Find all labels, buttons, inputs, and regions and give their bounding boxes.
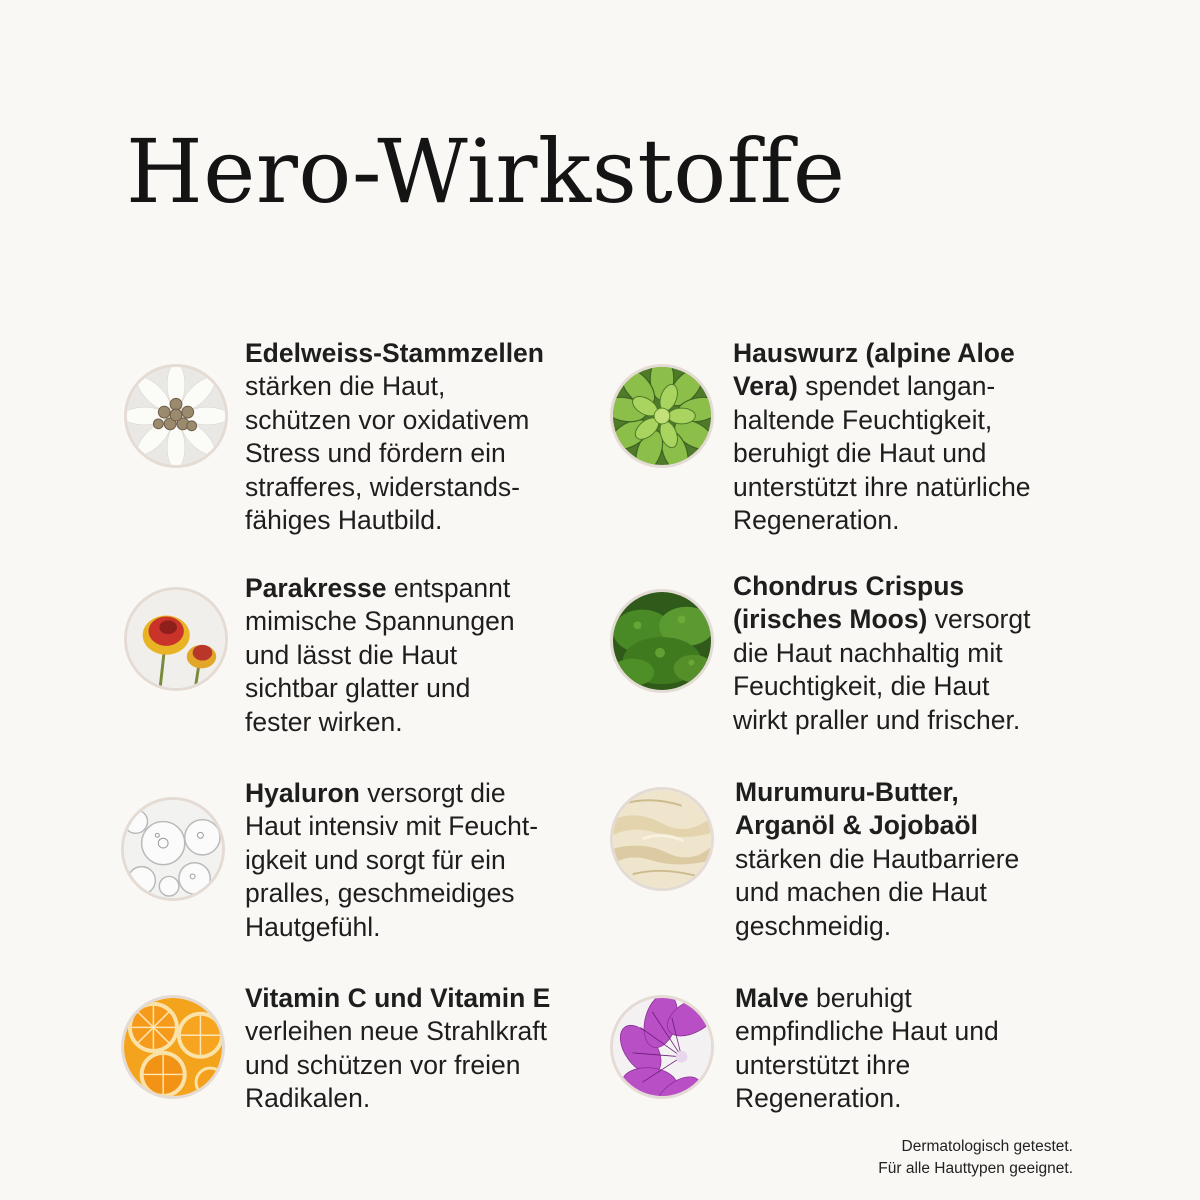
ingredient-description-line: versorgt die: [359, 778, 506, 808]
ingredient-description-line: Radikalen.: [245, 1083, 371, 1114]
ingredient-description-line: geschmeidig.: [735, 910, 892, 941]
ingredient-description-line: haltende Feuchtigkeit,: [733, 404, 993, 435]
ingredient-description-line: strafferes, widerstands-: [245, 471, 520, 502]
ingredient-description-line: fähiges Hautbild.: [245, 505, 443, 536]
ingredient-description-line: mimische Spannungen: [245, 606, 515, 637]
hyaluron-bubbles-icon: [121, 797, 225, 901]
ingredient-description-line: schützen vor oxidativem: [245, 404, 530, 435]
ingredient-name: Hauswurz (alpine Aloe: [733, 338, 1015, 368]
ingredient-name-continued: Arganöl & Jojobaöl: [735, 810, 978, 841]
ingredient-description-line: stärken die Hautbarriere: [735, 843, 1020, 874]
ingredient-description-line: Hautgefühl.: [245, 911, 381, 942]
ingredient-description-line: pralles, geschmeidiges: [245, 878, 515, 909]
ingredient-name: Edelweiss-Stammzellen: [245, 338, 544, 368]
ingredient-description-line: und lässt die Haut: [245, 639, 458, 670]
ingredient-description-line: Stress und fördern ein: [245, 438, 506, 469]
ingredient-description-line: Regeneration.: [735, 1083, 902, 1114]
footer-note: [878, 1136, 1073, 1180]
ingredient-description-line: versorgt: [927, 604, 1031, 635]
houseleek-icon: [610, 364, 714, 468]
ingredient-name: Chondrus Crispus: [733, 571, 965, 601]
ingredient-description-line: igkeit und sorgt für ein: [245, 844, 506, 875]
footer-line: Dermatologisch getestet.: [901, 1138, 1073, 1155]
ingredient-name: Hyaluron: [245, 778, 360, 808]
ingredient-description-line: entspannt: [386, 573, 511, 603]
page-title: Hero-Wirkstoffe: [126, 120, 846, 223]
ingredient-description-line: Haut intensiv mit Feucht-: [245, 811, 539, 842]
ingredient-description-line: und schützen vor freien: [245, 1049, 521, 1080]
footer-line: Für alle Hauttypen geeignet.: [878, 1160, 1073, 1177]
ingredient-description-line: Regeneration.: [733, 505, 900, 536]
mallow-flower-icon: [610, 995, 714, 1099]
ingredient-name: Malve: [735, 983, 809, 1013]
butter-cream-icon: [610, 787, 714, 891]
ingredient-description-line: unterstützt ihre: [735, 1049, 911, 1080]
ingredient-name: Murumuru-Butter,: [735, 777, 959, 807]
moss-icon: [610, 589, 714, 693]
ingredient-description-line: spendet langan-: [797, 371, 996, 402]
edelweiss-icon: [124, 364, 228, 468]
ingredient-description-line: wirkt praller und frischer.: [733, 704, 1021, 735]
paracress-icon: [124, 587, 228, 691]
ingredient-description-line: sichtbar glatter und: [245, 673, 471, 704]
ingredient-description-line: verleihen neue Strahlkraft: [245, 1016, 547, 1047]
ingredient-description-line: unterstützt ihre natürliche: [733, 471, 1031, 502]
ingredient-name: Vitamin C und Vitamin E: [245, 983, 551, 1013]
ingredient-description-line: und machen die Haut: [735, 877, 987, 908]
ingredient-name: Parakresse: [245, 573, 387, 603]
ingredient-description-line: fester wirken.: [245, 706, 403, 737]
orange-slices-icon: [121, 995, 225, 1099]
ingredient-name-continued: Vera): [733, 371, 798, 402]
ingredient-description-line: beruhigt die Haut und: [733, 438, 987, 469]
ingredient-description-line: die Haut nachhaltig mit: [733, 637, 1003, 668]
ingredient-description-line: beruhigt: [808, 983, 912, 1013]
ingredient-description-line: stärken die Haut,: [245, 371, 446, 402]
ingredient-description-line: empfindliche Haut und: [735, 1016, 999, 1047]
ingredient-name-continued: (irisches Moos): [733, 604, 928, 635]
ingredient-description-line: Feuchtigkeit, die Haut: [733, 671, 990, 702]
